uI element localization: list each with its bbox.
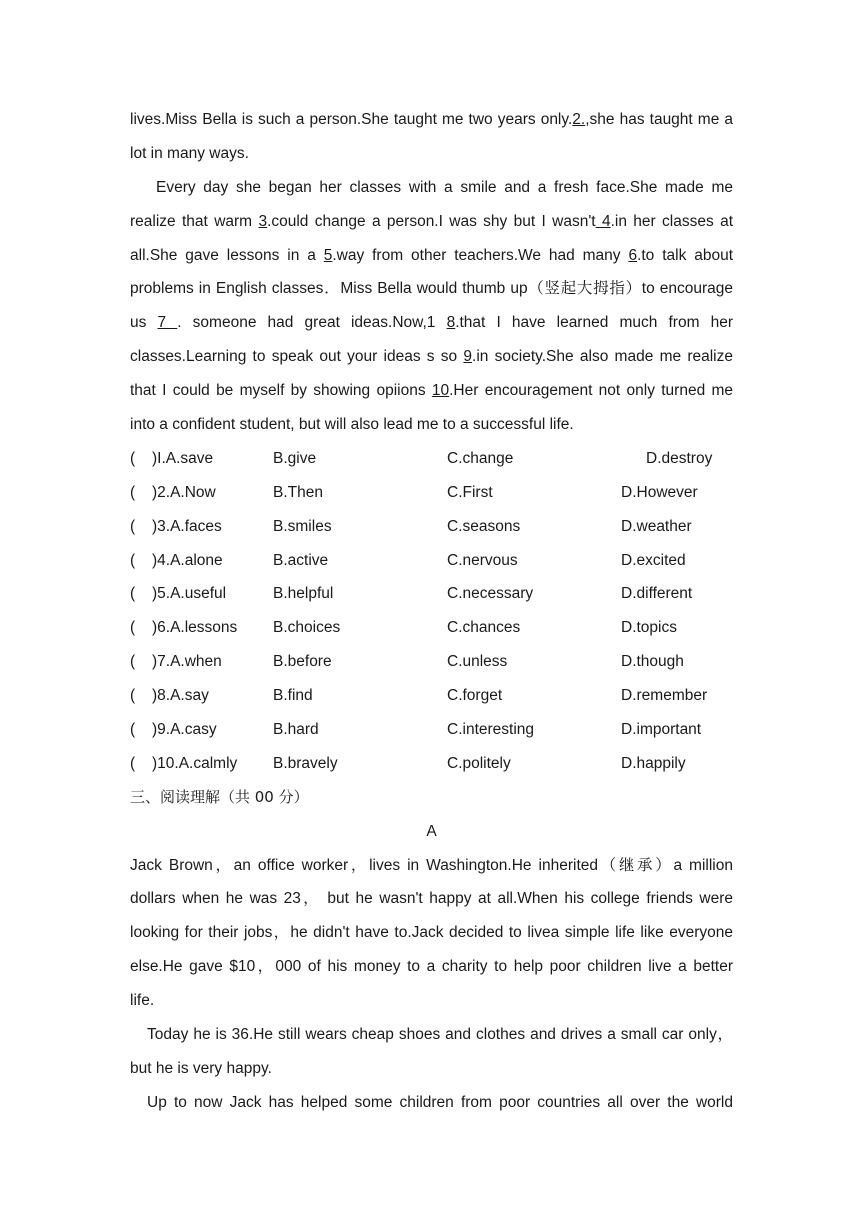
question-row: ( )8.A.say B.find C.forget D.remember	[130, 687, 708, 705]
passage-line: classes.Learning to speak out your ideas s so 9.in society.She also made me realize	[130, 348, 733, 366]
passage-line: Every day she began her classes with a smile and a fresh face.She made me	[156, 178, 733, 196]
blank-3: 3	[258, 212, 268, 230]
passage-line: lot in many ways.	[130, 144, 249, 162]
question-row: ( )5.A.useful B.helpful C.necessary D.different	[130, 585, 693, 603]
question-row: ( )I.A.save B.give C.change D.destroy	[130, 449, 713, 467]
passage-line: lives.Miss Bella is such a person.She taught me two years only.2.,she has taught me a	[130, 111, 733, 128]
question-row: ( )9.A.casy B.hard C.interesting D.important	[130, 721, 702, 739]
passage-line: into a confident student, but will also lead me to a successful life.	[130, 416, 574, 434]
question-row: ( )10.A.calmly B.bravely C.politely D.happily	[130, 754, 686, 772]
blank-10: 10	[431, 382, 450, 400]
passage-line: looking for their jobs，he didn't have to.Jack decided to livea simple life like everyone	[130, 924, 733, 942]
blank-7: 7	[157, 314, 178, 332]
question-row: ( )3.A.faces B.smiles C.seasons D.weather	[130, 517, 692, 535]
question-row: ( )2.A.Now B.Then C.First D.However	[130, 483, 698, 501]
passage-line: problems in English classes．Miss Bella would thumb up（竖起大拇指）to encourage	[130, 280, 733, 298]
passage-line: all.She gave lessons in a 5.way from other teachers.We had many 6.to talk about	[130, 246, 733, 264]
part-label: A	[426, 822, 437, 840]
passage-line: that I could be myself by showing opiions 10.Her encouragement not only turned me	[130, 382, 734, 400]
document-page	[130, 103, 733, 1120]
question-row: ( )6.A.lessons B.choices C.chances D.topics	[130, 619, 677, 637]
passage-line: Up to now Jack has helped some children from poor countries all over the world	[147, 1093, 733, 1111]
question-row: ( )4.A.alone B.active C.nervous D.excited	[130, 551, 686, 569]
passage-line: dollars when he was 23， but he wasn't happy at all.When his college friends were	[130, 890, 733, 908]
passage-line: Today he is 36.He still wears cheap shoes and clothes and drives a small car only，	[147, 1026, 733, 1044]
passage-line: Jack Brown，an office worker，lives in Washington.He inherited（继承）a million	[130, 856, 733, 874]
blank-4: 4	[595, 212, 611, 230]
blank-8: 8	[446, 314, 456, 332]
passage-line: else.He gave $10，000 of his money to a charity to help poor children live a better	[130, 958, 733, 976]
passage-line: us 7 . someone had great ideas.Now,1 8.that I have learned much from her	[130, 314, 733, 332]
passage-line: life.	[130, 992, 155, 1010]
blank-5: 5	[323, 246, 333, 264]
blank-6: 6	[628, 246, 638, 264]
blank-9: 9	[463, 348, 473, 366]
section-heading: 三、阅读理解（共 00 分）	[130, 787, 309, 806]
passage-line: but he is very happy.	[130, 1059, 272, 1077]
question-row: ( )7.A.when B.before C.unless D.though	[130, 653, 684, 671]
passage-line: realize that warm 3.could change a person.I was shy but I wasn't 4.in her classes at	[130, 212, 733, 230]
blank-2: 2.	[572, 111, 586, 128]
